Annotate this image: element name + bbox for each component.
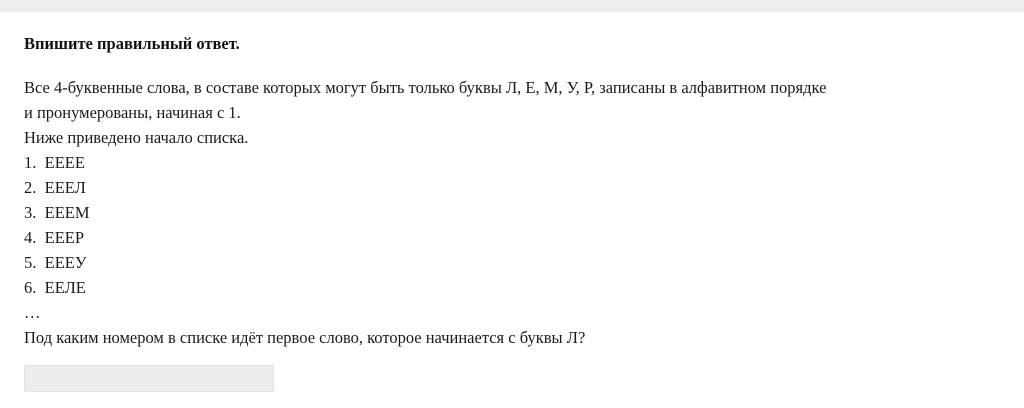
task-paragraph-1: Все 4-буквенные слова, в составе которых могут быть только буквы Л, Е, М, У, Р, записаны в алфавитном порядке (24, 77, 827, 97)
list-item-word: ЕЕЕЕ (44, 152, 85, 172)
list-item-word: ЕЕЕУ (44, 252, 87, 272)
list-item-word: ЕЕЛЕ (44, 277, 86, 297)
list-item (24, 225, 1000, 250)
list-continuation-ellipsis: … (24, 302, 42, 322)
task-page (0, 12, 1024, 392)
list-item-word: ЕЕЕЛ (44, 177, 86, 197)
task-question: Под каким номером в списке идёт первое слово, которое начинается с буквы Л? (24, 327, 586, 347)
list-item (24, 250, 1000, 275)
list-item (24, 150, 1000, 175)
list-item-number: 4. (24, 227, 37, 247)
list-item-number: 6. (24, 277, 37, 297)
top-strip (0, 0, 1024, 12)
answer-row (24, 365, 1000, 392)
task-body (24, 75, 1000, 392)
list-item (24, 275, 1000, 300)
list-item-word: ЕЕЕМ (44, 202, 90, 222)
list-item-number: 5. (24, 252, 37, 272)
answer-input[interactable] (24, 365, 274, 392)
list-item-number: 3. (24, 202, 37, 222)
task-paragraph-2: и пронумерованы, начиная с 1. (24, 102, 241, 122)
word-list (24, 150, 1000, 300)
page-title: Впишите правильный ответ. (24, 34, 240, 53)
list-item-word: ЕЕЕР (44, 227, 85, 247)
list-item-number: 2. (24, 177, 37, 197)
list-item (24, 200, 1000, 225)
list-item (24, 175, 1000, 200)
list-item-number: 1. (24, 152, 37, 172)
task-paragraph-3: Ниже приведено начало списка. (24, 127, 249, 147)
